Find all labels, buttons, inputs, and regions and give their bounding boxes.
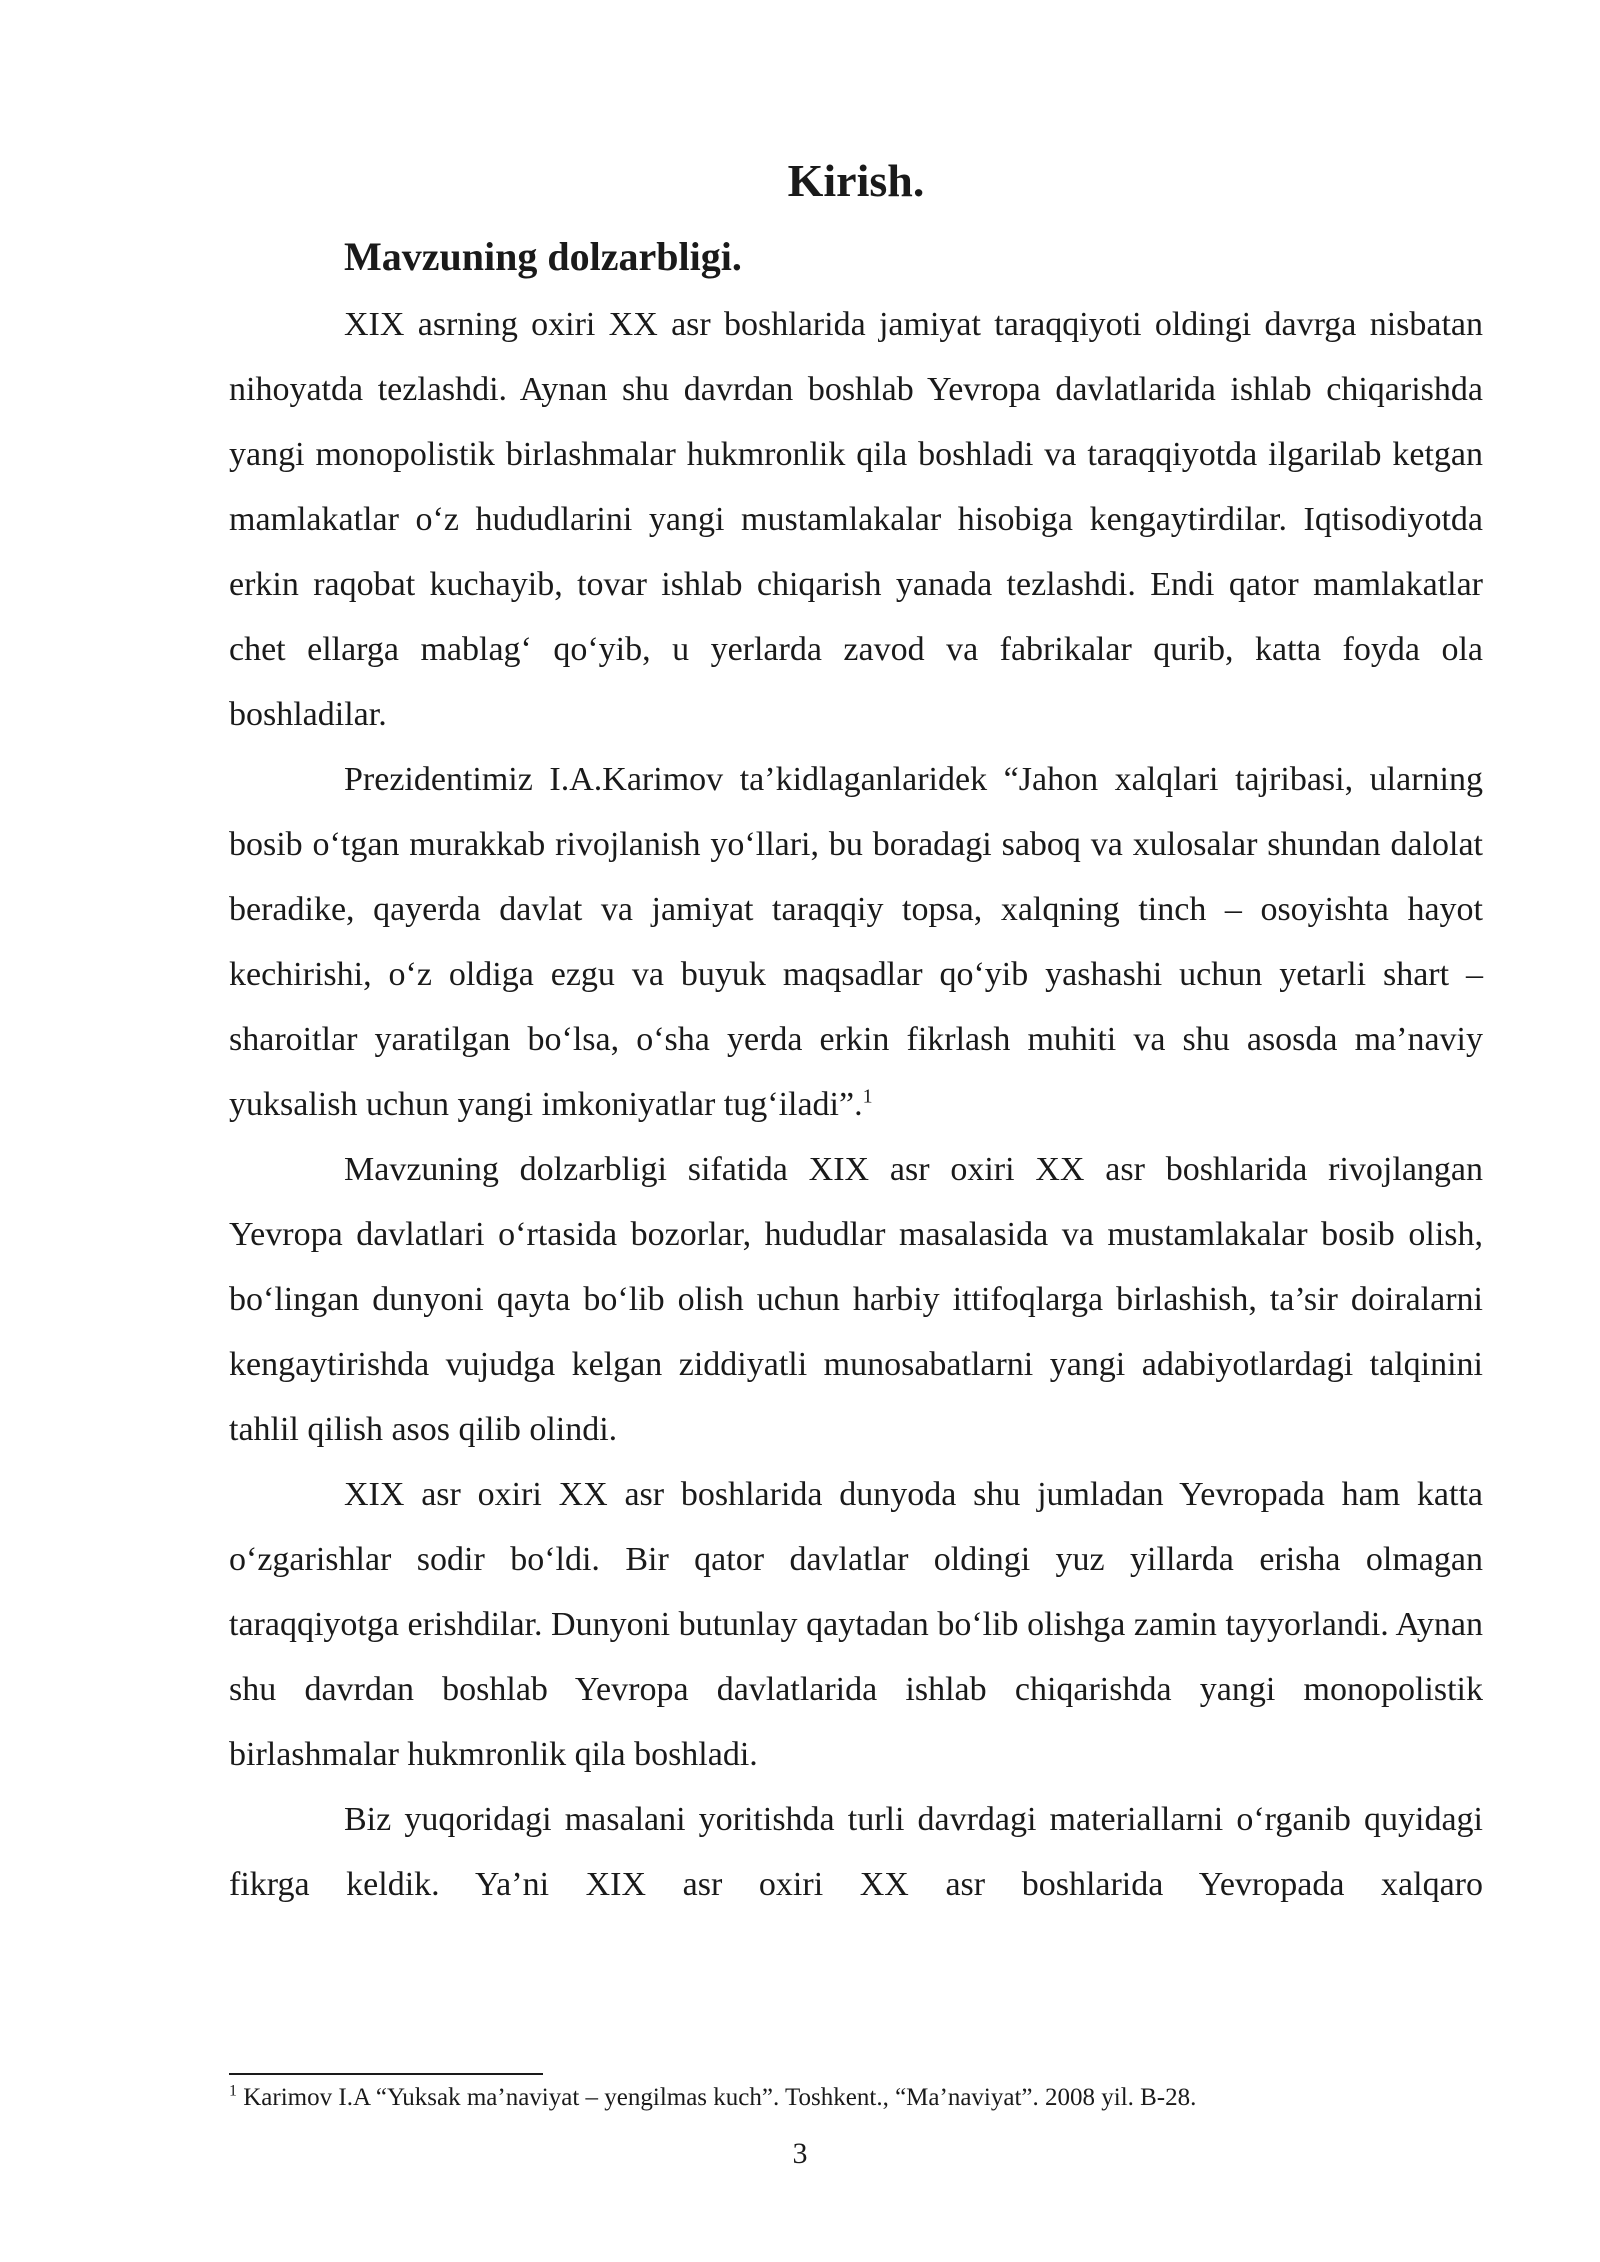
footnote-reference[interactable]: 1 (862, 1085, 873, 1108)
footnote-number: 1 (229, 2082, 237, 2100)
page-number: 3 (792, 2137, 808, 2170)
paragraph-2 (229, 747, 1483, 1137)
paragraph-3: Mavzuning dolzarbligi sifatida XIX asr oxiri XX asr boshlarida rivojlangan Yevropa davlatlari o‘rtasida bozorlar, hududlar masalasida va mustamlakalar bosib olish, bo‘lingan dunyoni qayta bo‘lib olish uchun harbiy ittifoqlarga birlashish, ta’sir doiralarni kengaytirishda vujudga kelgan ziddiyatli munosabatlarni yangi adabiyotlardagi talqinini tahlil qilish asos qilib olindi. (229, 1151, 1483, 1448)
paragraph-5: Biz yuqoridagi masalani yoritishda turli davrdagi materiallarni o‘rganib quyidagi fikrga keldik. Ya’ni XIX asr oxiri XX asr boshlarida Yevropada xalqaro (229, 1801, 1483, 1903)
footnote (229, 2081, 1483, 2115)
paragraph-1: XIX asrning oxiri XX asr boshlarida jamiyat taraqqiyoti oldingi davrga nisbatan nihoyatda tezlashdi. Aynan shu davrdan boshlab Yevropa davlatlarida ishlab chiqarishda yangi monopolistik birlashmalar hukmronlik qila boshladi va taraqqiyotda ilgarilab ketgan mamlakatlar o‘z hududlarini yangi mustamlakalar hisobiga kengaytirdilar. Iqtisodiyotda erkin raqobat kuchayib, tovar ishlab chiqarish yanada tezlashdi. Endi qator mamlakatlar chet ellarga mablag‘ qo‘yib, u yerlarda zavod va fabrikalar qurib, katta foyda ola boshladilar. (229, 306, 1483, 733)
paragraph-4: XIX asr oxiri XX asr boshlarida dunyoda shu jumladan Yevropada ham katta o‘zgarishlar sodir bo‘ldi. Bir qator davlatlar oldingi yuz yillarda erisha olmagan taraqqiyotga erishdilar. Dunyoni butunlay qaytadan bo‘lib olishga zamin tayyorlandi. Aynan shu davrdan boshlab Yevropa davlatlarida ishlab chiqarishda yangi monopolistik birlashmalar hukmronlik qila boshladi. (229, 1476, 1483, 1773)
footnote-text: Karimov I.A “Yuksak ma’naviyat – yengilmas kuch”. Toshkent., “Ma’naviyat”. 2008 yil. B-28. (243, 2084, 1197, 2111)
page-body (229, 150, 1483, 1917)
section-heading: Mavzuning dolzarbligi. (344, 234, 742, 279)
paragraph-2-text: Prezidentimiz I.A.Karimov ta’kidlaganlaridek “Jahon xalqlari tajribasi, ularning bosib o‘tgan murakkab rivojlanish yo‘llari, bu boradagi saboq va xulosalar shundan dalolat beradike, qayerda davlat va jamiyat taraqqiy topsa, xalqning tinch – osoyishta hayot kechirishi, o‘z oldiga ezgu va buyuk maqsadlar qo‘yib yashashi uchun yetarli shart – sharoitlar yaratilgan bo‘lsa, o‘sha yerda erkin fikrlash muhiti va shu asosda ma’naviy yuksalish uchun yangi imkoniyatlar tug‘iladi”. (229, 761, 1483, 1123)
page-title: Kirish. (787, 155, 925, 206)
footnote-divider (229, 2073, 543, 2075)
